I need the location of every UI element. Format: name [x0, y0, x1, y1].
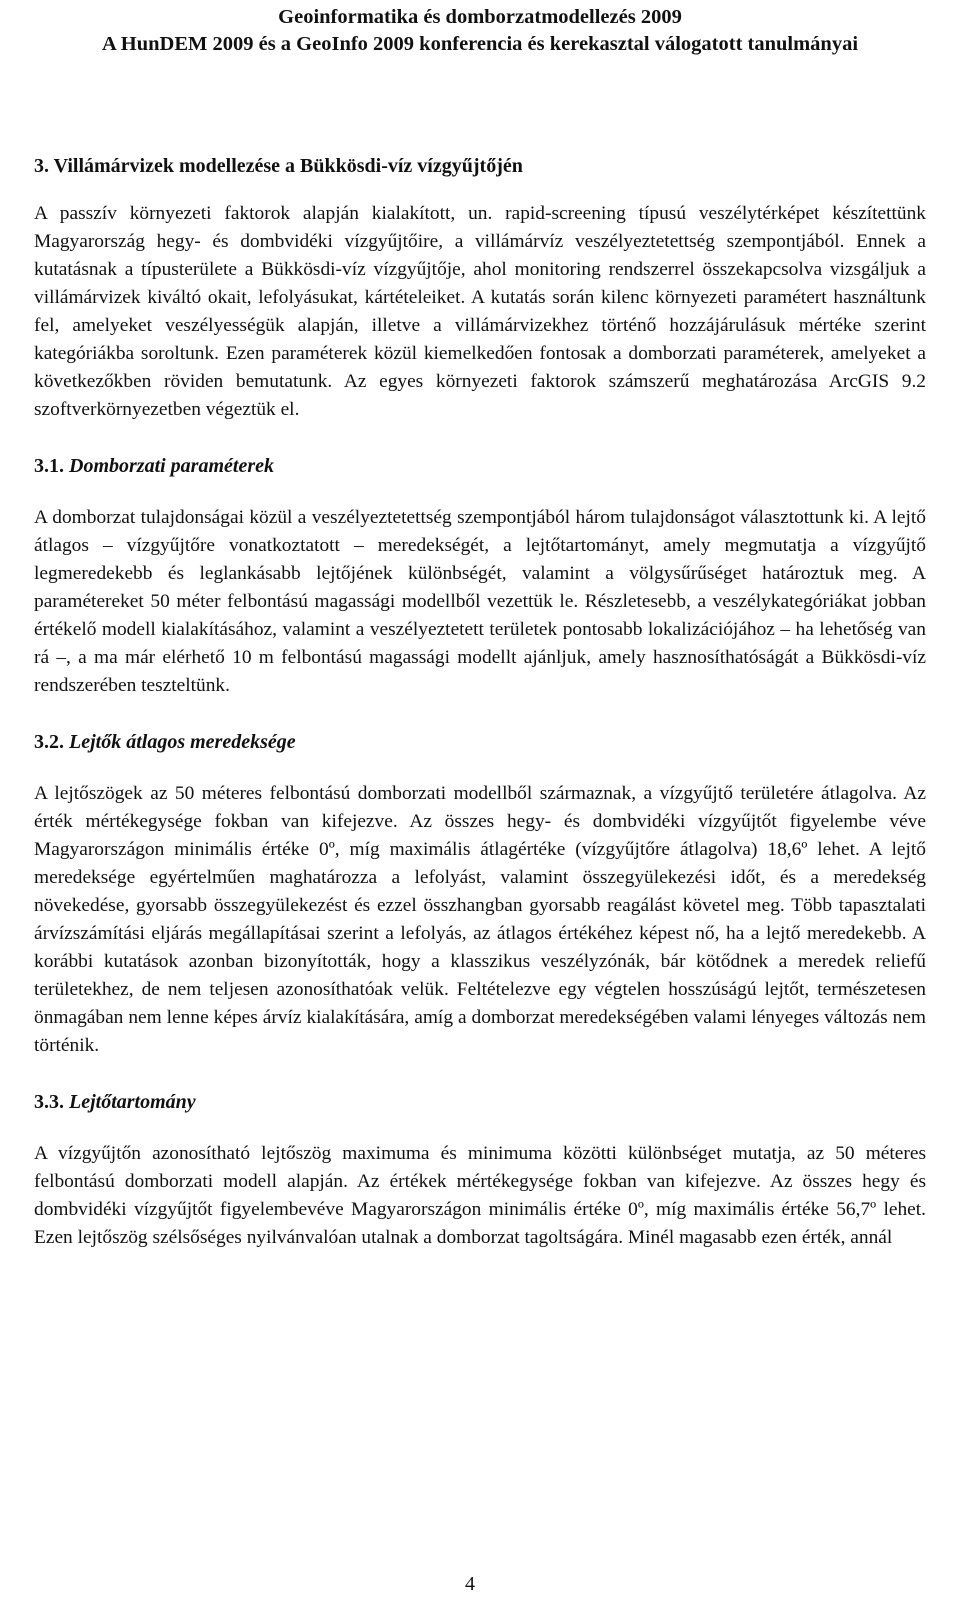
section-3-2-title: [34, 728, 926, 756]
section-3-3-heading: Lejtőtartomány: [69, 1091, 196, 1113]
section-3-3-title: [34, 1088, 926, 1116]
section-3-2-paragraph: A lejtőszögek az 50 méteres felbontású domborzati modellből származnak, a vízgyűjtő területére átlagolva. Az érték mértékegysége fokban van kifejezve. Az összes hegy- és dombvidéki vízgyűjtőt figyelembe véve Magyarországon minimális értéke 0º, míg maximális átlagértéke (vízgyűjtőre átlagolva) 18,6º lehet. A lejtő meredeksége egyértelműen maghatározza a lefolyást, valamint összegyülekezési időt, és a meredekség növekedése, gyorsabb összegyülekezést és ezzel összhangban gyorsabb reagálást követel meg. Több tapasztalati árvízszámítási eljárás megállapításai szerint a lefolyás, az átlagos értékéhez képest nő, ha a lejtő meredekebb. A korábbi kutatások azonban bizonyították, hogy a klasszikus veszélyzónák, bár kötődnek a meredek reliefű területekhez, de nem teljesen azonosíthatóak velük. Feltételezve egy végtelen hosszúságú lejtőt, természetesen önmagában nem lenne képes árvíz kialakítására, amíg a domborzat meredekségében valami lényeges változás nem történik.: [34, 783, 926, 1056]
section-3-1-number: 3.1.: [34, 455, 64, 477]
section-3-1-paragraph: A domborzat tulajdonságai közül a veszélyeztetettség szempontjából három tulajdonságot választottunk ki. A lejtő átlagos – vízgyűjtőre vonatkoztatott – meredekségét, a lejtőtartományt, amely megmutatja a vízgyűjtő legmeredekebb és leglankásabb lejtőjének különbségét, valamint a völgysűrűséget határoztuk meg. A paramétereket 50 méter felbontású magassági modellből vezettük le. Részletesebb, a veszélykategóriákat jobban értékelő modell kialakításához, valamint a veszélyeztetett területek pontosabb lokalizációjához – ha lehetőség van rá –, a ma már elérhető 10 m felbontású magassági modellt ajánljuk, amely hasznosíthatóságát a Bükkösdi-víz rendszerében teszteltünk.: [34, 507, 926, 696]
document-body: [34, 152, 926, 1252]
page-number: 4: [465, 1573, 475, 1595]
running-header: [0, 4, 960, 58]
section-3-title: 3. Villámárvizek modellezése a Bükkösdi-víz vízgyűjtőjén: [34, 155, 523, 177]
section-3-3-number: 3.3.: [34, 1091, 64, 1113]
section-3-1-title: [34, 452, 926, 480]
header-title: Geoinformatika és domborzatmodellezés 2009: [278, 6, 682, 28]
section-3-2-number: 3.2.: [34, 731, 64, 753]
section-3-3-paragraph: A vízgyűjtőn azonosítható lejtőszög maximuma és minimuma közötti különbséget mutatja, az 50 méteres felbontású domborzati modell alapján. Az értékek mértékegysége fokban van kifejezve. Az összes hegy és dombvidéki vízgyűjtőt figyelembevéve Magyarországon minimális értéke 0º, míg maximális értéke 56,7º lehet. Ezen lejtőszög szélsőséges nyilvánvalóan utalnak a domborzat tagoltságára. Minél magasabb ezen érték, annál: [34, 1143, 926, 1248]
section-3-paragraph: A passzív környezeti faktorok alapján kialakított, un. rapid-screening típusú veszélytérképet készítettünk Magyarország hegy- és dombvidéki vízgyűjtőire, a villámárvíz veszélyeztetettség szempontjából. Ennek a kutatásnak a típusterülete a Bükkösdi-víz vízgyűjtője, ahol monitoring rendszerrel összekapcsolva vizsgáljuk a villámárvizek kiváltó okait, lefolyásukat, kártételeiket. A kutatás során kilenc környezeti paramétert használtunk fel, amelyeket veszélyességük alapján, illetve a villámárvizekhez történő hozzájárulásuk mértéke szerint kategóriákba soroltunk. Ezen paraméterek közül kiemelkedően fontosak a domborzati paraméterek, amelyeket a következőkben röviden bemutatunk. Az egyes környezeti faktorok számszerű meghatározása ArcGIS 9.2 szoftverkörnyezetben végeztük el.: [34, 203, 926, 420]
header-subtitle: A HunDEM 2009 és a GeoInfo 2009 konferencia és kerekasztal válogatott tanulmányai: [101, 33, 859, 55]
section-3-1-heading: Domborzati paraméterek: [69, 455, 274, 477]
section-3-2-heading: Lejtők átlagos meredeksége: [69, 731, 296, 753]
